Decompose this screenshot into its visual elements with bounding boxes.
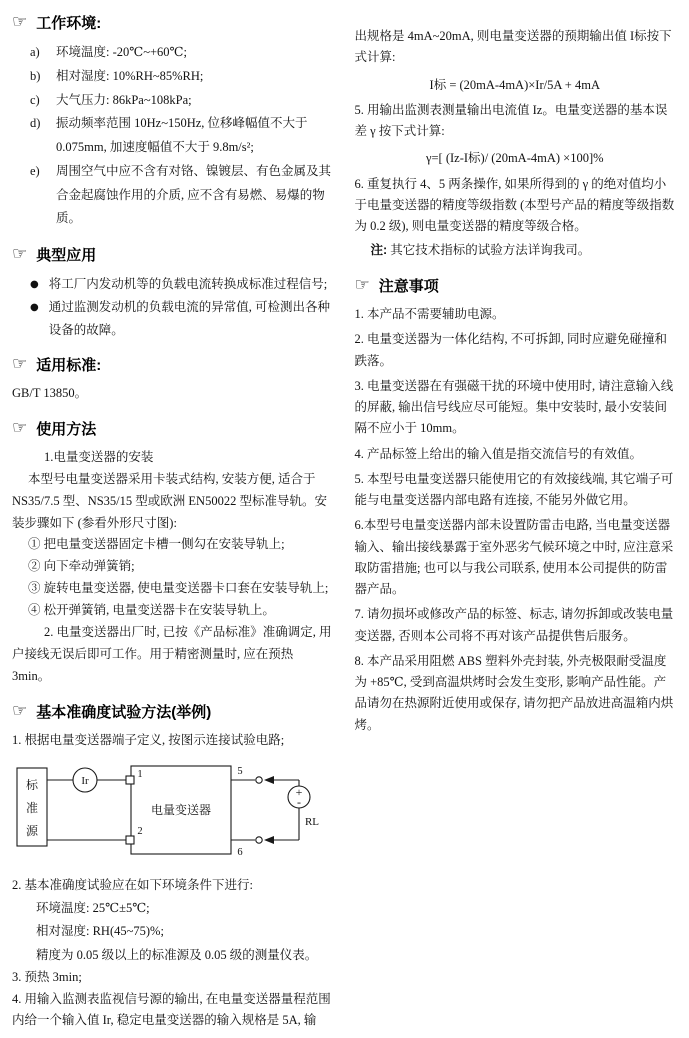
usage-step: ① 把电量变送器固定卡槽一侧勾在安装导轨上; bbox=[28, 537, 285, 552]
source-minus-label: - bbox=[297, 795, 301, 810]
left-column bbox=[12, 10, 333, 1038]
test-step: 1. 根据电量变送器端子定义, 按图示连接试验电路; bbox=[12, 732, 285, 747]
terminal-5-label: 5 bbox=[237, 766, 243, 778]
section-cautions bbox=[355, 275, 676, 736]
test-step: 3. 预热 3min; bbox=[12, 969, 82, 984]
list-item bbox=[12, 89, 333, 113]
continuation-paragraph: 出规格是 4mA~20mA, 则电量变送器的预期输出值 I标按下式计算: bbox=[354, 29, 672, 65]
source-label-char: 准 bbox=[25, 801, 39, 816]
test-step: 2. 基本准确度试验应在如下环境条件下进行: bbox=[12, 878, 253, 893]
list-item-marker: e) bbox=[30, 163, 40, 178]
section-accuracy-test bbox=[12, 701, 333, 1033]
test-condition: 相对湿度: RH(45~75)%; bbox=[36, 924, 164, 939]
terminal-1-label: 1 bbox=[137, 769, 143, 781]
section-heading bbox=[355, 275, 676, 296]
section-title: 工作环境: bbox=[36, 15, 102, 32]
terminal-6-node bbox=[256, 837, 262, 843]
circuit-svg bbox=[12, 759, 330, 861]
note-line bbox=[355, 240, 676, 262]
section-heading bbox=[12, 12, 333, 33]
bullet-item bbox=[12, 296, 333, 341]
pointer-hand-icon: ☞ bbox=[12, 354, 28, 374]
bullet-icon: ● bbox=[30, 279, 39, 290]
transducer-label: 电量变送器 bbox=[150, 803, 212, 818]
bullet-item-text: 通过监测发动机的负载电流的异常值, 可检测出各种设备的故障。 bbox=[48, 300, 330, 337]
section-typical-applications bbox=[12, 244, 333, 341]
section-applicable-standards bbox=[12, 354, 333, 405]
pointer-hand-icon: ☞ bbox=[12, 417, 28, 438]
section-title: 使用方法 bbox=[36, 420, 97, 438]
caution-item: 8. 本产品采用阻燃 ABS 塑料外壳封装, 外壳极限耐受温度为 +85℃, 受到高温烘烤时会发生变形, 影响产品性能。产品请勿在热源附近使用或保存, 请勿把产品放进高温箱内烘烤。 bbox=[354, 653, 674, 732]
load-resistor-label: RL bbox=[304, 816, 320, 829]
list-item bbox=[12, 160, 333, 231]
usage-paragraph: 2. 电量变送器出厂时, 已按《产品标准》准确调定, 用户接线无误后即可工作。用于精密测量时, 应在预热 3min。 bbox=[12, 624, 332, 683]
test-step: 6. 重复执行 4、5 两条操作, 如果所得到的 γ 的绝对值均小于电量变送器的精度等级指数 (本型号产品的精度等级指数为 0.2 级), 则电量变送器的精度等级合格。 bbox=[354, 176, 675, 233]
section-title: 注意事项 bbox=[378, 278, 439, 296]
list-item-marker: a) bbox=[30, 45, 40, 59]
source-label-char: 标 bbox=[25, 778, 39, 793]
caution-item: 1. 本产品不需要辅助电源。 bbox=[354, 307, 505, 322]
section-heading bbox=[12, 701, 333, 722]
bullet-item bbox=[12, 273, 333, 296]
section-working-environment bbox=[12, 12, 333, 231]
list-item-text: 振动频率范围 10Hz~150Hz, 位移峰幅值不大于 0.075mm, 加速度幅值不大于 9.8m/s²; bbox=[56, 116, 308, 154]
pointer-hand-icon: ☞ bbox=[354, 275, 370, 296]
error-formula: γ=[ (Iz-I标)/ (20mA-4mA) ×100]% bbox=[425, 151, 604, 166]
usage-step: ② 向下牵动弹簧销; bbox=[28, 559, 135, 574]
caution-item: 6.本型号电量变送器内部未设置防雷击电路, 当电量变送器输入、输出接线暴露于室外恶劣气候环境之中时, 应注意采取防雷措施; 也可以与我公司联系, 使用本公司提供的防雷器产品。 bbox=[354, 518, 674, 597]
list-item-text: 环境温度: -20℃~+60℃; bbox=[56, 45, 188, 59]
terminal-2-label: 2 bbox=[137, 826, 143, 838]
list-item-text: 大气压力: 86kPa~108kPa; bbox=[56, 92, 192, 107]
usage-step: ③ 旋转电量变送器, 使电量变送器卡口套在安装导轨上; bbox=[28, 581, 329, 596]
caution-item: 5. 本型号电量变送器只能使用它的有效接线端, 其它端子可能与电量变送器内部电路有连接, 不能另外做它用。 bbox=[354, 471, 674, 508]
section-title: 基本准确度试验方法(举例) bbox=[36, 703, 212, 721]
caution-item: 7. 请勿损坏或修改产品的标签、标志, 请勿拆卸或改装电量变送器, 否则本公司将不再对该产品提供售后服务。 bbox=[354, 607, 674, 643]
pointer-hand-icon: ☞ bbox=[12, 244, 28, 264]
list-item bbox=[12, 41, 333, 65]
right-column bbox=[355, 10, 676, 1038]
output-formula: I标 = (20mA-4mA)×Ir/5A + 4mA bbox=[429, 77, 600, 92]
section-title: 适用标准: bbox=[36, 357, 102, 374]
section-heading bbox=[12, 354, 333, 375]
usage-paragraph: 本型号电量变送器采用卡装式结构, 安装方便, 适合于 NS35/7.5 型、NS35/15 型或欧洲 EN50022 型标准导轨。安装步骤如下 (参看外形尺寸图): bbox=[12, 471, 327, 530]
bullet-item-text: 将工厂内发动机等的负载电流转换成标准过程信号; bbox=[48, 277, 328, 291]
test-circuit-diagram bbox=[12, 759, 333, 865]
caution-item: 4. 产品标签上给出的输入值是指交流信号的有效值。 bbox=[354, 446, 643, 461]
terminal-1-square bbox=[126, 776, 134, 784]
arrow-left-icon bbox=[264, 836, 274, 844]
section-title: 典型应用 bbox=[36, 247, 97, 264]
list-item-marker: b) bbox=[30, 68, 41, 83]
note-label: 注: bbox=[370, 243, 388, 258]
standards-text: GB/T 13850。 bbox=[12, 386, 88, 400]
section-heading bbox=[12, 418, 333, 439]
bullet-icon: ● bbox=[30, 302, 39, 313]
list-item bbox=[12, 112, 333, 160]
source-label-char: 源 bbox=[25, 824, 39, 839]
test-step: 4. 用输入监测表监视信号源的输出, 在电量变送器量程范围内给一个输入值 Ir, 稳定电量变送器的输入规格是 5A, 输 bbox=[12, 991, 331, 1028]
caution-item: 2. 电量变送器为一体化结构, 不可拆卸, 同时应避免碰撞和跌落。 bbox=[354, 332, 668, 368]
terminal-2-square bbox=[126, 836, 134, 844]
section-usage-method bbox=[12, 418, 333, 688]
pointer-hand-icon: ☞ bbox=[12, 12, 28, 32]
list-item-text: 相对湿度: 10%RH~85%RH; bbox=[56, 68, 204, 83]
source-plus-label: + bbox=[295, 785, 303, 800]
pointer-hand-icon: ☞ bbox=[12, 700, 28, 721]
test-condition: 精度为 0.05 级以上的标准源及 0.05 级的测量仪表。 bbox=[36, 947, 318, 962]
section-heading bbox=[12, 244, 333, 265]
caution-item: 3. 电量变送器在有强磁干扰的环境中使用时, 请注意输入线的屏蔽, 输出信号线应尽可能短。集中安装时, 最小安装间隔不应小于 10mm。 bbox=[354, 378, 674, 436]
usage-step: ④ 松开弹簧销, 电量变送器卡在安装导轨上。 bbox=[28, 603, 275, 617]
test-condition: 环境温度: 25℃±5℃; bbox=[36, 901, 150, 916]
terminal-5-node bbox=[256, 777, 262, 783]
note-text: 其它技术指标的试验方法详询我司。 bbox=[387, 243, 591, 258]
list-item-text: 周围空气中应不含有对铬、镍镀层、有色金属及其合金起腐蚀作用的介质, 应不含有易燃、易爆的物质。 bbox=[56, 163, 332, 226]
arrow-left-icon bbox=[264, 776, 274, 784]
usage-subheading: 1.电量变送器的安装 bbox=[44, 449, 154, 464]
list-item bbox=[12, 65, 333, 89]
list-item-marker: d) bbox=[30, 116, 41, 131]
list-item-marker: c) bbox=[30, 92, 40, 107]
ammeter-label: Ir bbox=[81, 775, 89, 788]
terminal-6-label: 6 bbox=[237, 847, 243, 859]
test-step: 5. 用输出监测表测量输出电流值 Iz。电量变送器的基本误差 γ 按下式计算: bbox=[354, 102, 668, 138]
